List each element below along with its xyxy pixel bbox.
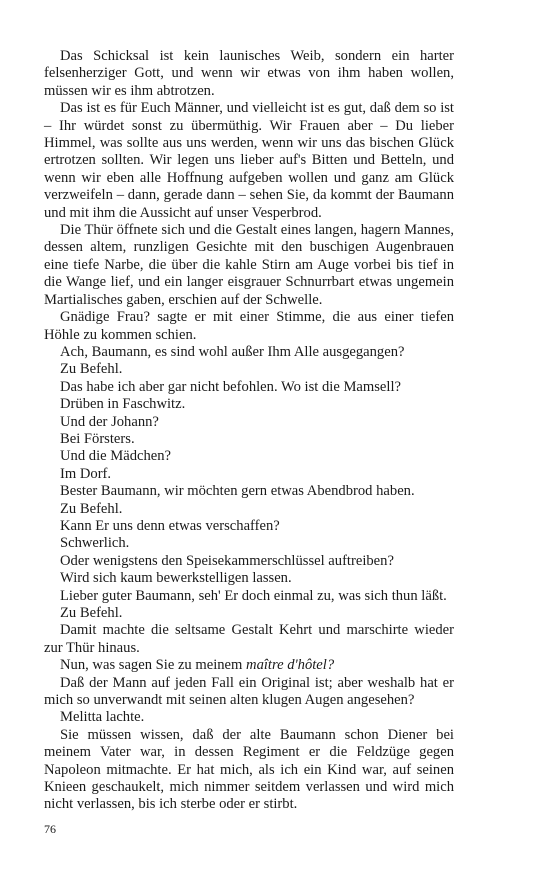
paragraph: Melitta lachte. [60, 709, 145, 726]
paragraph: Schwerlich. [60, 535, 130, 552]
paragraph: Zu Befehl. [60, 605, 123, 621]
paragraph: Wird sich kaum bewerkstelligen lassen. [60, 570, 292, 587]
paragraph: Und die Mädchen? [60, 448, 172, 465]
page-number: 76 [44, 822, 56, 836]
paragraph: Sie müssen wissen, daß der alte Baumann schon Diener bei meinem Vater war, in dessen Regiment er die Feldzüge gegen Napoleon mitmachte. Er hat mich, als ich ein Kind war, auf seinen Knieen geschaukelt, mich nimmer seitdem verlassen und wird mich nicht verlassen, bis ich sterbe oder er stirbt. [44, 726, 454, 813]
body-text [44, 48, 454, 814]
paragraph: Ach, Baumann, es sind wohl außer Ihm Alle ausgegangen? [60, 343, 405, 360]
paragraph-text: Nun, was sagen Sie zu meinem [60, 657, 247, 674]
paragraph: Zu Befehl. [60, 361, 123, 378]
paragraph: Gnädige Frau? sagte er mit einer Stimme, die aus einer tiefen Höhle zu kommen schien. [44, 309, 454, 343]
paragraph: Zu Befehl. [60, 500, 123, 517]
paragraph: Bei Försters. [60, 430, 135, 447]
paragraph: Im Dorf. [60, 465, 112, 482]
paragraph: Das Schicksal ist kein launisches Weib, sondern ein harter felsenherziger Gott, und wenn wir etwas von ihm haben wollen, müssen wir es ihm abtrotzen. [44, 48, 454, 99]
paragraph: Daß der Mann auf jeden Fall ein Original ist; aber weshalb hat er mich so unverwandt mit seinen alten klugen Augen angesehen? [44, 674, 454, 709]
paragraph: Das habe ich aber gar nicht befohlen. Wo ist die Mamsell? [60, 378, 401, 395]
paragraph: Kann Er uns denn etwas verschaffen? [60, 517, 280, 534]
paragraph: Die Thür öffnete sich und die Gestalt eines langen, hagern Mannes, dessen altem, runzligen Gesichte mit den buschigen Augenbrauen eine tiefe Narbe, die über die kahle Stirn am Auge vorbei bis tief in die Wange lief, und ein langer eisgrauer Schnurrbart etwas ungemein Martialisches gaben, erschien auf der Schwelle. [44, 222, 454, 308]
paragraph: Drüben in Faschwitz. [60, 396, 186, 413]
paragraph: Lieber guter Baumann, seh' Er doch einmal zu, was sich thun läßt. [60, 587, 447, 604]
italic-phrase: maître d'hôtel? [246, 657, 335, 674]
paragraph: Das ist es für Euch Männer, und vielleicht ist es gut, daß dem so ist – Ihr würdet sonst zu übermüthig. Wir Frauen aber – Du lieber Himmel, was sollte aus uns werden, wenn wir uns das bischen Glück ertrotzen sollten. Wir legen uns lieber auf's Bitten und Betteln, und wenn wir eben alle Hoffnung aufgeben wollen und ganz am Glück verzweifeln – dann, gerade dann – sehen Sie, da kommt der Baumann und mit ihm die Aussicht auf unser Vesperbrod. [44, 100, 454, 221]
paragraph: Und der Johann? [60, 413, 159, 430]
paragraph: Oder wenigstens den Speisekammerschlüssel auftreiben? [60, 552, 394, 569]
paragraph: Damit machte die seltsame Gestalt Kehrt und marschirte wieder zur Thür hinaus. [44, 622, 454, 656]
paragraph: Bester Baumann, wir möchten gern etwas Abendbrod haben. [60, 483, 415, 500]
paragraph-with-italic [44, 657, 454, 674]
